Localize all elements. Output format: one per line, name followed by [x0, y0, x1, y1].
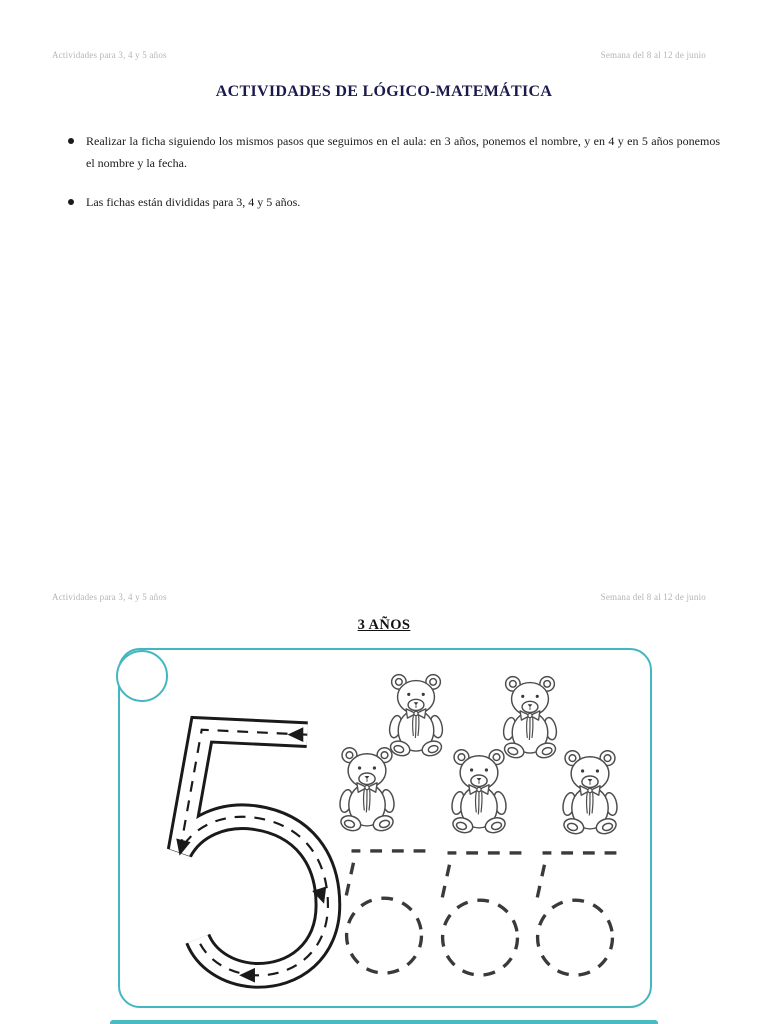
- next-worksheet-edge: [110, 1020, 658, 1024]
- teddy-bear-icon: [445, 745, 513, 834]
- dashed-five-trace: [434, 846, 529, 979]
- section-title: 3 AÑOS: [357, 617, 411, 633]
- header-right-text: Semana del 8 al 12 de junio: [600, 50, 706, 60]
- number-five-outline: [158, 711, 346, 992]
- teddy-bear-icon: [333, 743, 401, 832]
- page2-header: [52, 592, 706, 602]
- page1-header: [52, 50, 706, 60]
- list-item: [68, 130, 720, 174]
- header-left-text: Actividades para 3, 4 y 5 años: [52, 592, 167, 602]
- bullet-icon: [68, 138, 74, 144]
- dashed-five-trace: [528, 846, 625, 979]
- page-title: ACTIVIDADES DE LÓGICO-MATEMÁTICA: [215, 83, 553, 100]
- list-item: [68, 191, 720, 213]
- dashed-five-trace: [338, 844, 433, 977]
- instructions-list: [68, 130, 720, 230]
- teddy-bear-icon: [556, 746, 624, 835]
- instruction-text: Las fichas están divididas para 3, 4 y 5 años.: [86, 195, 301, 209]
- instruction-text: Realizar la ficha siguiendo los mismos pasos que seguimos en el aula: en 3 años, ponemos el nombre, y en 4 y en 5 años ponemos el nombre y la fecha.: [86, 134, 720, 170]
- worksheet-corner-circle: [116, 650, 168, 702]
- header-right-text: Semana del 8 al 12 de junio: [600, 592, 706, 602]
- header-left-text: Actividades para 3, 4 y 5 años: [52, 50, 167, 60]
- bullet-icon: [68, 199, 74, 205]
